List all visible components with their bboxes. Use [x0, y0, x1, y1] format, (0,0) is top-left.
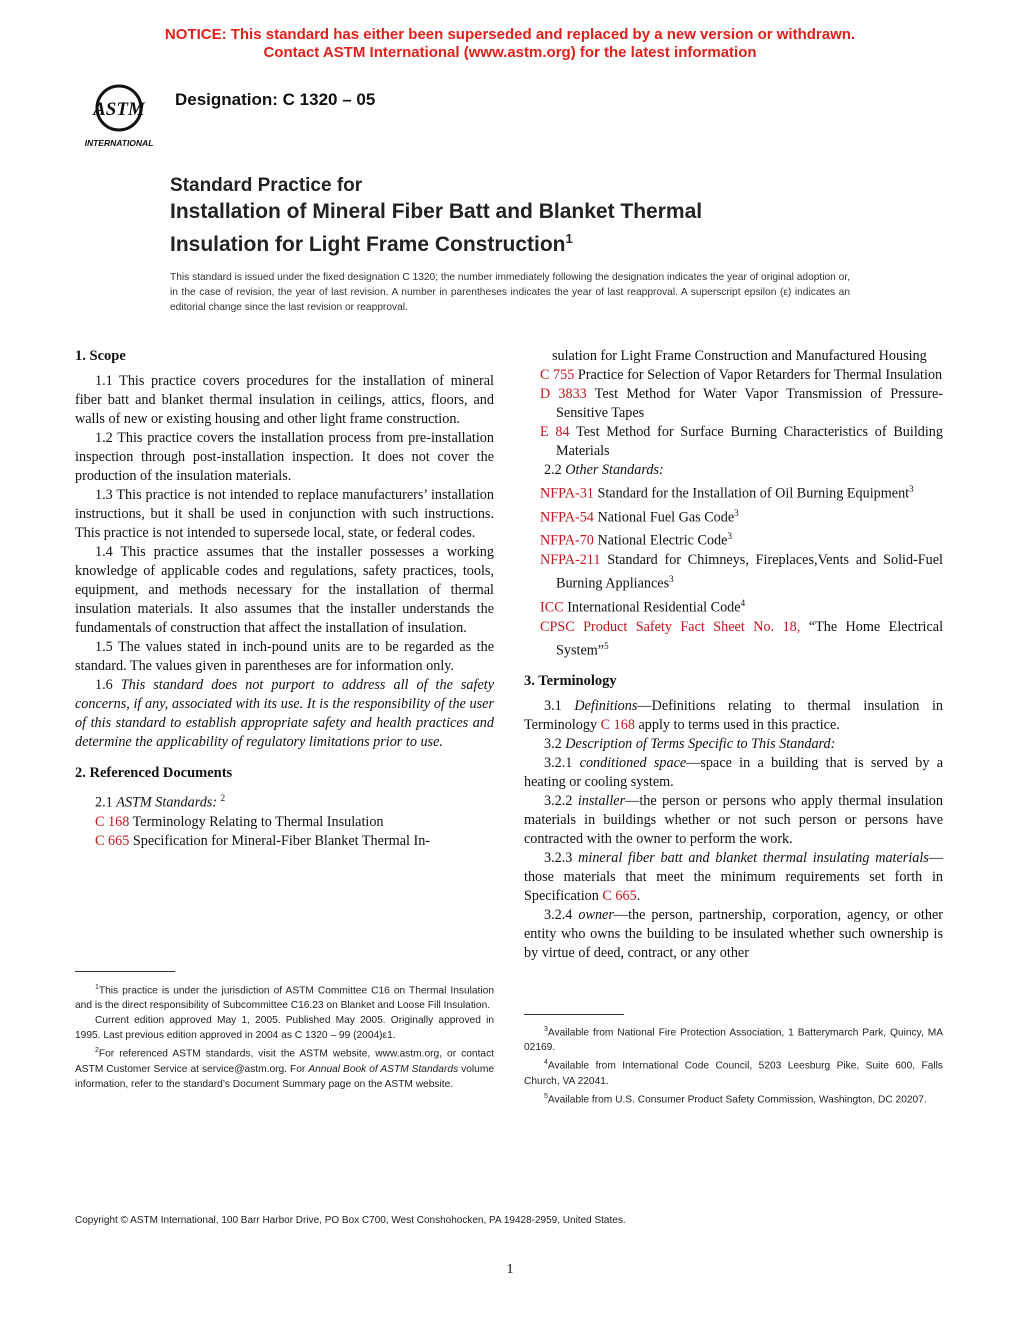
- designation: Designation: C 1320 – 05: [175, 90, 376, 109]
- title-line-3: Insulation for Light Frame Construction: [170, 233, 566, 256]
- fn2-italic: Annual Book of ASTM Standards: [308, 1063, 459, 1075]
- other-nfpa211: [524, 551, 943, 594]
- ref-link-icc[interactable]: ICC: [540, 599, 564, 616]
- fn1-text: This practice is under the jurisdiction of ASTM Committee C16 on Thermal Insulation and is the direct responsibility of Subcommittee C16.23 on Blanket and Loose Fill Insulation.: [75, 985, 494, 1012]
- para-2-1-sup: 2: [220, 793, 226, 803]
- para-2-1: [75, 789, 494, 813]
- para-2-2-label: Other Standards:: [565, 462, 664, 478]
- nfpa70-text: National Electric Code: [597, 533, 728, 550]
- para-3-2-2-term: installer: [577, 793, 626, 810]
- fn4-mark: 4: [544, 1059, 548, 1067]
- para-3-2-2-text: —the person or persons who apply thermal insulation materials in buildings whether or not such person or persons have contracted with the owner to perform the work.: [524, 793, 943, 848]
- para-3-1-term: Definitions: [574, 698, 638, 715]
- para-3-2-4-num: 3.2.4: [544, 907, 573, 924]
- para-3-2-term: Description of Terms Specific to This Standard:: [565, 736, 836, 753]
- para-2-1-num: 2.1: [95, 794, 113, 811]
- logo-text: ASTM: [93, 99, 145, 120]
- right-column: [524, 347, 943, 963]
- nfpa54-text: National Fuel Gas Code: [597, 509, 735, 526]
- fn5-text: Available from U.S. Consumer Product Safety Commission, Washington, DC 20207.: [547, 1094, 927, 1106]
- document-title: [170, 174, 702, 258]
- issued-note: This standard is issued under the fixed designation C 1320; the number immediately following the designation indicates the year of original adoption or, in the case of revision, the year of last revision. A number in parentheses indicates the year of last reapproval. A superscript epsilon (ε) indicates an editorial change since the last revision or reapproval.: [170, 272, 850, 313]
- nfpa211-text: Standard for Chimneys, Fireplaces,Vents and Solid-Fuel Burning Appliances: [556, 552, 943, 592]
- para-3-2-3-term: mineral fiber batt and blanket thermal insulating materials: [578, 850, 929, 867]
- para-1-2: 1.2 This practice covers the installation process from pre-installation inspection through post-installation inspection. It does not cover the production of the insulation materials.: [75, 430, 494, 484]
- ref-c755-text: Practice for Selection of Vapor Retarders for Thermal Insulation: [577, 367, 943, 383]
- footnote-rule-right: [524, 1014, 624, 1015]
- ref-link-c168[interactable]: C 168: [95, 813, 130, 830]
- fn3-text: Available from National Fire Protection Association, 1 Batterymarch Park, Quincy, MA 02169.: [524, 1027, 943, 1054]
- ref-link-c755[interactable]: C 755: [540, 367, 575, 383]
- cpsc-sup: 5: [604, 640, 609, 651]
- title-line-2: Installation of Mineral Fiber Batt and Blanket Thermal: [170, 200, 703, 223]
- para-3-2-3: [524, 849, 943, 906]
- ref-link-c665[interactable]: C 665: [95, 832, 130, 849]
- footnotes-left: [75, 980, 494, 1092]
- other-cpsc: [524, 618, 943, 661]
- title-line-1: Standard Practice for: [170, 175, 363, 196]
- nfpa70-sup: 3: [727, 531, 732, 542]
- ref-link-d3833[interactable]: D 3833: [540, 386, 587, 402]
- ref-link-c665-term[interactable]: C 665: [602, 888, 637, 905]
- para-3-1-text-a: —Definitions relating to thermal insulation in Terminology: [524, 698, 944, 734]
- fn1-mark: 1: [95, 984, 99, 991]
- fn2-text-b: volume information, refer to the standard’s Document Summary page on the ASTM website.: [75, 1063, 494, 1090]
- icc-text: International Residential Code: [567, 599, 741, 616]
- ref-link-nfpa31[interactable]: NFPA-31: [540, 485, 594, 502]
- para-3-2-4: [524, 906, 943, 963]
- ref-e84-text: Test Method for Surface Burning Characteristics of Building Materials: [556, 424, 943, 459]
- scope-heading: 1. Scope: [75, 348, 126, 364]
- para-1-6: [75, 676, 494, 752]
- footnotes-right: [524, 1022, 943, 1107]
- fn4-text: Available from International Code Council, 5203 Leesburg Pike, Suite 600, Falls Church, VA 22041.: [524, 1060, 943, 1087]
- other-icc: [524, 594, 943, 618]
- para-3-2-1: [524, 754, 943, 792]
- cpsc-text: “The Home Electrical System”: [556, 618, 944, 659]
- para-1-6-num: 1.6: [95, 677, 113, 693]
- nfpa54-sup: 3: [734, 507, 739, 518]
- para-1-3: 1.3 This practice is not intended to replace manufacturers’ installation instructions, but it shall be used in conjunction with such instructions. This practice is not intended to supersede local, state, or federal codes.: [75, 487, 494, 541]
- notice-line-1: NOTICE: This standard has either been superseded and replaced by a new version or withdrawn.: [164, 26, 856, 43]
- para-3-2-3-text-b: .: [636, 888, 641, 905]
- para-1-6-text: This standard does not purport to address all of the safety concerns, if any, associated with its use. It is the responsibility of the user of this standard to establish appropriate safety and health practices and determine the applicability of regulatory limitations prior to use.: [75, 677, 494, 750]
- para-3-2-3-num: 3.2.3: [544, 850, 573, 867]
- para-2-1-label: ASTM Standards:: [116, 794, 218, 811]
- para-3-2-2: [524, 792, 943, 849]
- para-2-2-num: 2.2: [544, 462, 562, 478]
- ref-c665: [75, 832, 494, 851]
- para-3-2-1-text: —space in a building that is served by a heating or cooling system.: [524, 755, 943, 791]
- para-3-2-num: 3.2: [544, 736, 562, 753]
- withdrawn-notice: [0, 26, 1020, 62]
- ref-d3833-text: Test Method for Water Vapor Transmission of Pressure-Sensitive Tapes: [556, 386, 943, 421]
- ref-link-nfpa211[interactable]: NFPA-211: [540, 552, 601, 569]
- para-3-1: [524, 697, 943, 735]
- ref-c168-text: Terminology Relating to Thermal Insulation: [132, 813, 384, 830]
- page-number: 1: [506, 1262, 514, 1277]
- ref-e84: [524, 423, 943, 461]
- ref-c168: [75, 813, 494, 832]
- fn3-mark: 3: [544, 1026, 548, 1033]
- ref-d3833: [524, 385, 943, 423]
- para-3-2-1-num: 3.2.1: [544, 755, 573, 772]
- para-3-1-num: 3.1: [544, 698, 562, 715]
- ref-c755: [524, 366, 943, 385]
- ref-continuation: sulation for Light Frame Construction and Manufactured Housing: [552, 348, 927, 364]
- para-1-1: 1.1 This practice covers procedures for the installation of mineral fiber batt and blanket thermal insulation in ceilings, attics, floors, and walls of new or existing housing and other light frame construction.: [75, 373, 494, 427]
- para-3-2-1-term: conditioned space: [579, 755, 687, 772]
- para-3-1-text-b: apply to terms used in this practice.: [638, 717, 840, 734]
- footnote-rule-left: [75, 971, 175, 972]
- ref-link-e84[interactable]: E 84: [540, 424, 570, 440]
- fn2-text-a: For referenced ASTM standards, visit the ASTM website, www.astm.org, or contact ASTM Customer Service at service@astm.org. For: [75, 1048, 494, 1075]
- icc-sup: 4: [740, 597, 746, 608]
- para-3-2-4-term: owner: [578, 907, 614, 924]
- fn2-mark: 2: [95, 1047, 99, 1055]
- left-column: [75, 347, 494, 851]
- other-nfpa54: [524, 504, 943, 528]
- ref-link-cpsc[interactable]: CPSC Product Safety Fact Sheet No. 18,: [540, 618, 801, 635]
- refdocs-heading: 2. Referenced Documents: [75, 765, 233, 781]
- para-1-4: 1.4 This practice assumes that the installer possesses a working knowledge of applicable codes and regulations, safety practices, tools, equipment, and methods necessary for the installation of thermal insulation materials. It also assumes that the installer understands the fundamentals of construction that affect the installation of insulation.: [75, 544, 494, 636]
- para-3-2-4-text: —the person, partnership, corporation, agency, or other entity who owns the building to be insulated whether such ownership is by virtue of deed, contract, or any other: [524, 907, 943, 962]
- terminology-heading: 3. Terminology: [524, 673, 617, 690]
- nfpa31-text: Standard for the Installation of Oil Burning Equipment: [597, 485, 910, 502]
- ref-link-c168-term[interactable]: C 168: [600, 717, 635, 734]
- other-nfpa31: [524, 480, 943, 504]
- logo-subtext: INTERNATIONAL: [84, 138, 154, 148]
- copyright: Copyright © ASTM International, 100 Barr Harbor Drive, PO Box C700, West Conshohocken, PA 19428-2959, United States.: [75, 1215, 626, 1226]
- para-1-5: 1.5 The values stated in inch-pound units are to be regarded as the standard. The values given in parentheses are for information only.: [75, 639, 494, 674]
- nfpa211-sup: 3: [669, 574, 674, 585]
- title-footnote-mark: 1: [565, 231, 573, 246]
- ref-link-nfpa54[interactable]: NFPA-54: [540, 509, 594, 526]
- astm-logo: [78, 78, 160, 150]
- fn1b-text: Current edition approved May 1, 2005. Published May 2005. Originally approved in 1995. Last previous edition approved in 2004 as C 1320 – 99 (2004)ε1.: [75, 1015, 494, 1042]
- para-3-2: [524, 735, 943, 754]
- ref-c665-text: Specification for Mineral-Fiber Blanket Thermal In-: [132, 832, 431, 849]
- para-3-2-3-text-a: —those materials that meet the minimum requirements set forth in Specification: [524, 850, 943, 905]
- para-2-2: [524, 461, 943, 480]
- para-3-2-2-num: 3.2.2: [544, 793, 573, 810]
- fn5-mark: 5: [544, 1092, 548, 1100]
- notice-line-2: Contact ASTM International (www.astm.org) for the latest information: [263, 44, 757, 61]
- ref-link-nfpa70[interactable]: NFPA-70: [540, 533, 594, 550]
- nfpa31-sup: 3: [909, 484, 914, 494]
- other-nfpa70: [524, 527, 943, 551]
